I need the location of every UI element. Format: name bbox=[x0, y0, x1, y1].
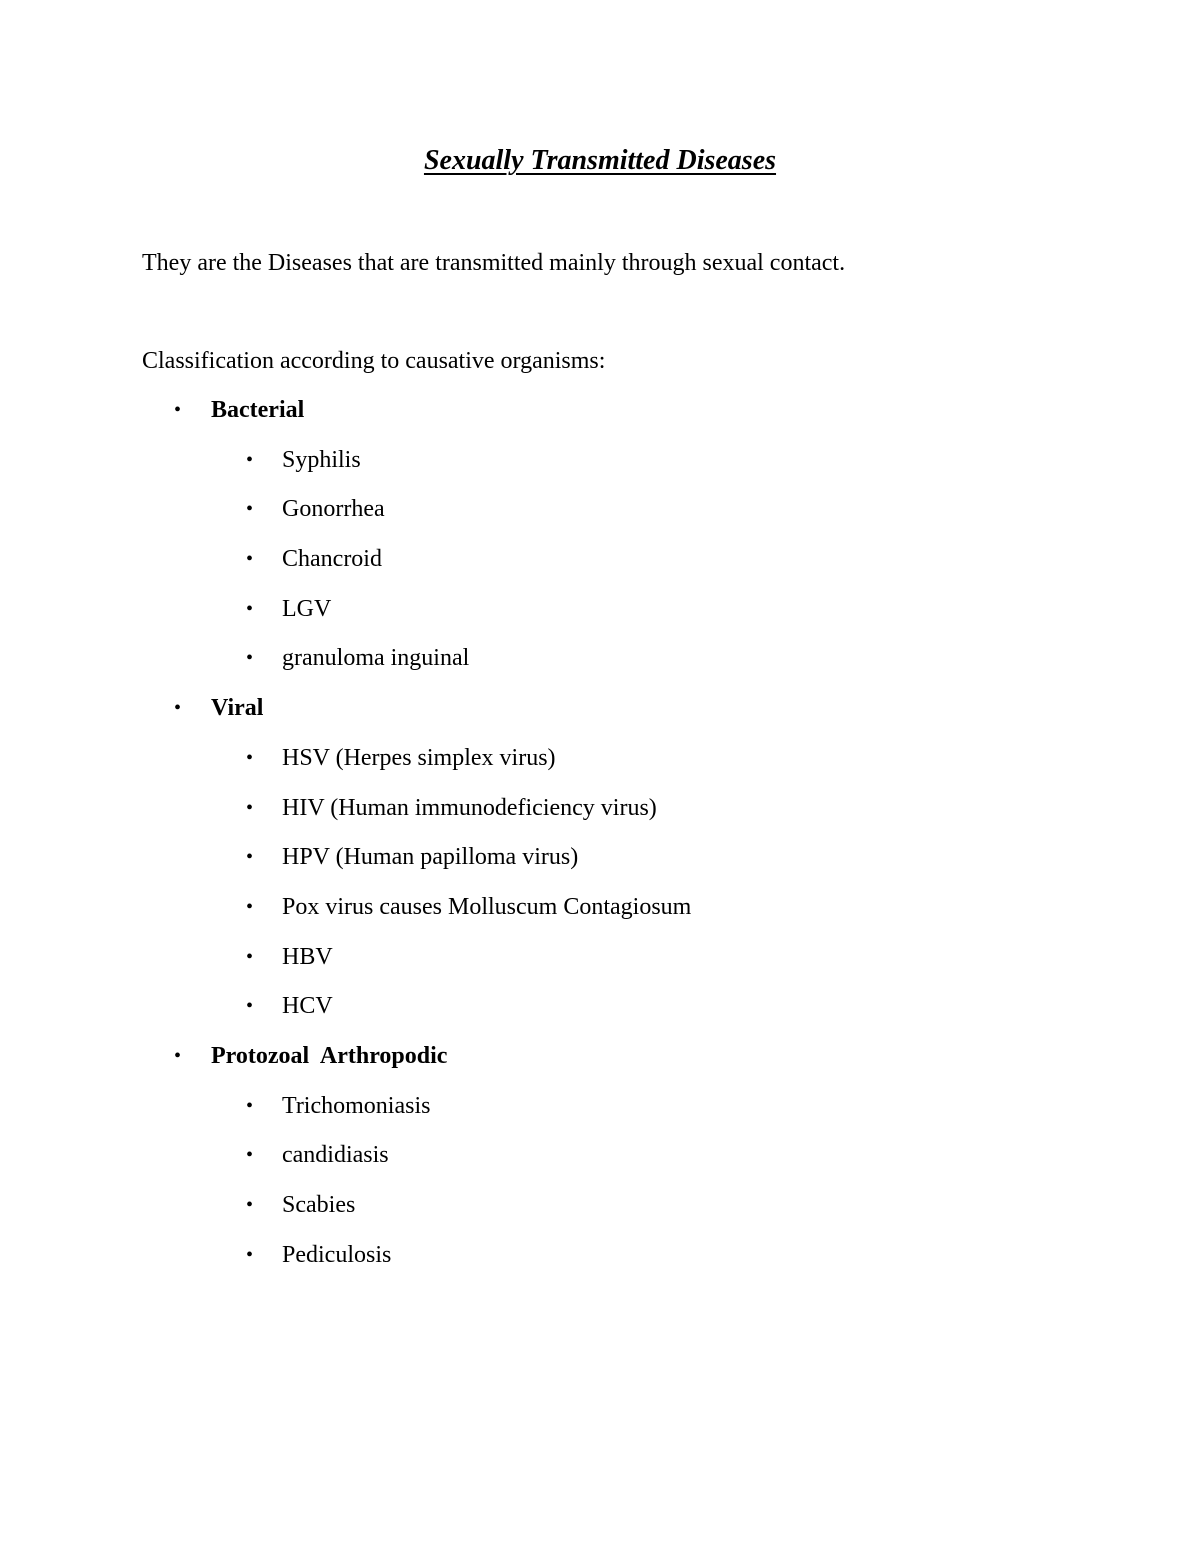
item-label: Scabies bbox=[282, 1192, 356, 1218]
bullet-icon: • bbox=[246, 1243, 254, 1266]
category-viral bbox=[0, 693, 1200, 1041]
item-label: Pediculosis bbox=[282, 1241, 392, 1268]
item-label: Trichomoniasis bbox=[282, 1092, 431, 1119]
list-item bbox=[0, 942, 1200, 992]
category-list bbox=[0, 395, 1200, 1289]
bullet-icon: • bbox=[246, 995, 254, 1018]
list-item bbox=[0, 1140, 1200, 1190]
list-item bbox=[0, 594, 1200, 644]
category-label: Bacterial bbox=[211, 397, 305, 423]
bullet-icon: • bbox=[246, 548, 254, 571]
bullet-icon: • bbox=[246, 1194, 254, 1216]
category-bacterial bbox=[0, 395, 1200, 693]
item-list bbox=[0, 1091, 1200, 1290]
item-label: HIV (Human immunodeficiency virus) bbox=[282, 794, 657, 821]
bullet-icon: • bbox=[246, 498, 254, 521]
item-list bbox=[0, 445, 1200, 693]
item-label: HBV bbox=[282, 943, 333, 970]
list-item bbox=[0, 743, 1200, 793]
list-item bbox=[0, 643, 1200, 693]
item-label: Syphilis bbox=[282, 446, 361, 473]
category-protozoal-arthropodic bbox=[0, 1041, 1200, 1289]
item-label: candidiasis bbox=[282, 1142, 389, 1169]
bullet-icon: • bbox=[246, 746, 254, 769]
item-label: LGV bbox=[282, 595, 332, 622]
bullet-icon: • bbox=[246, 846, 254, 869]
list-item bbox=[0, 842, 1200, 892]
item-label: HPV (Human papilloma virus) bbox=[282, 844, 579, 871]
list-item bbox=[0, 1091, 1200, 1141]
bullet-icon: • bbox=[246, 448, 254, 471]
item-label: Chancroid bbox=[282, 546, 382, 573]
list-item bbox=[0, 1190, 1200, 1240]
bullet-icon: • bbox=[174, 697, 182, 720]
bullet-icon: • bbox=[174, 1044, 182, 1067]
category-label: Viral bbox=[211, 695, 264, 722]
list-item bbox=[0, 1240, 1200, 1290]
bullet-icon: • bbox=[246, 1144, 254, 1167]
classification-heading: Classification according to causative organisms: bbox=[142, 348, 606, 374]
item-list bbox=[0, 743, 1200, 1041]
bullet-icon: • bbox=[246, 945, 254, 968]
list-item bbox=[0, 991, 1200, 1041]
item-label: HCV bbox=[282, 993, 333, 1020]
bullet-icon: • bbox=[246, 796, 254, 819]
bullet-icon: • bbox=[246, 597, 254, 620]
item-label: Pox virus causes Molluscum Contagiosum bbox=[282, 893, 692, 920]
item-label: granuloma inguinal bbox=[282, 645, 470, 672]
list-item bbox=[0, 445, 1200, 495]
list-item bbox=[0, 793, 1200, 843]
category-label: Protozoal Arthropodic bbox=[211, 1042, 448, 1069]
bullet-icon: • bbox=[246, 647, 254, 670]
list-item bbox=[0, 544, 1200, 594]
document-title: Sexually Transmitted Diseases bbox=[423, 145, 777, 176]
bullet-icon: • bbox=[246, 1094, 254, 1117]
bullet-icon: • bbox=[174, 399, 182, 421]
intro-paragraph: They are the Diseases that are transmitted mainly through sexual contact. bbox=[142, 250, 846, 276]
list-item bbox=[0, 494, 1200, 544]
item-label: HSV (Herpes simplex virus) bbox=[282, 744, 556, 771]
bullet-icon: • bbox=[246, 895, 254, 918]
item-label: Gonorrhea bbox=[282, 496, 385, 523]
list-item bbox=[0, 892, 1200, 942]
